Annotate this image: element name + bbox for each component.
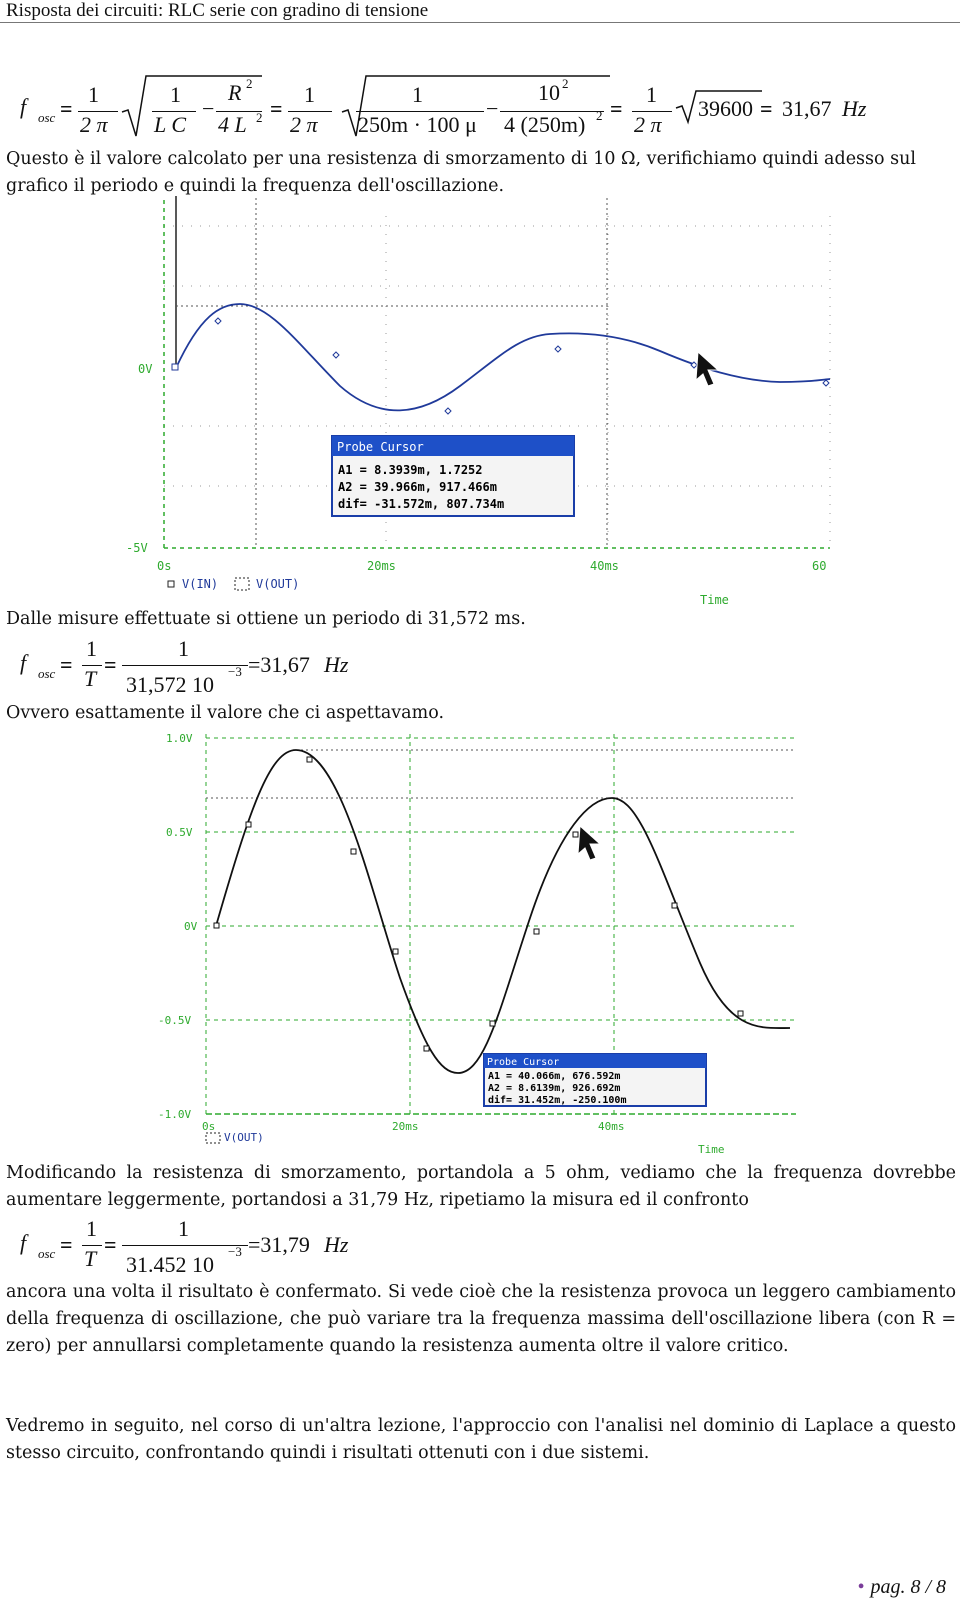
svg-text:dif= 31.452m, -250.100m: dif= 31.452m, -250.100m bbox=[488, 1095, 627, 1106]
svg-text:Probe Cursor: Probe Cursor bbox=[337, 440, 424, 454]
svg-text:V(OUT): V(OUT) bbox=[224, 1131, 264, 1144]
svg-text:Probe Cursor: Probe Cursor bbox=[487, 1057, 560, 1068]
svg-text:Time: Time bbox=[700, 593, 729, 607]
svg-text:V(IN): V(IN) bbox=[182, 577, 219, 591]
paragraph-laplace: Vedremo in seguito, nel corso di un'altra lezione, l'approccio con l'analisi nel dominio di Laplace a questo stesso circuito, confrontando quindi i risultati ottenuti con i due sistemi. bbox=[6, 1416, 956, 1463]
svg-text:60: 60 bbox=[812, 559, 827, 573]
svg-text:0V: 0V bbox=[184, 920, 198, 933]
svg-text:0s: 0s bbox=[202, 1120, 216, 1133]
bullet-icon: • bbox=[857, 1576, 865, 1598]
svg-text:1.0V: 1.0V bbox=[166, 732, 193, 745]
paragraph-modification: Modificando la resistenza di smorzamento, portandola a 5 ohm, vediamo che la frequenza dovrebbe aumentare leggermente, portandosi a 31,79 Hz, ripetiamo la misura ed il confronto bbox=[6, 1163, 956, 1210]
paragraph-conclusion: ancora una volta il risultato è confermato. Si vede cioè che la resistenza provoca un leggero cambiamento della frequenza di oscillazione, che può variare tra la frequenza massima dell'oscillazione libera (con R = zero) per annullarsi completamente quando la resistenza aumenta oltre il valore critico. bbox=[6, 1282, 956, 1356]
svg-text:Time: Time bbox=[698, 1143, 725, 1156]
svg-text:0.5V: 0.5V bbox=[166, 826, 193, 839]
svg-text:A2 = 8.6139m, 926.692m: A2 = 8.6139m, 926.692m bbox=[488, 1083, 621, 1094]
svg-text:-5V: -5V bbox=[126, 541, 148, 555]
paragraph-intro: Questo è il valore calcolato per una resistenza di smorzamento di 10 Ω, verifichiamo quindi adesso sul grafico il periodo e quindi la frequenza dell'oscillazione. bbox=[6, 149, 916, 196]
svg-text:40ms: 40ms bbox=[598, 1120, 625, 1133]
svg-text:A1 = 40.066m, 676.592m: A1 = 40.066m, 676.592m bbox=[488, 1071, 621, 1082]
svg-text:-1.0V: -1.0V bbox=[158, 1108, 192, 1121]
svg-text:dif= -31.572m, 807.734m: dif= -31.572m, 807.734m bbox=[338, 497, 505, 511]
svg-text:-0.5V: -0.5V bbox=[158, 1014, 192, 1027]
paragraph-period: Dalle misure effettuate si ottiene un periodo di 31,572 ms. bbox=[6, 609, 526, 629]
page-header-title: Risposta dei circuiti: RLC serie con gradino di tensione bbox=[6, 0, 429, 21]
oscilloscope-chart-2 bbox=[140, 728, 800, 1160]
page-number: pag. 8 / 8 bbox=[870, 1576, 946, 1598]
svg-text:A2 = 39.966m, 917.466m: A2 = 39.966m, 917.466m bbox=[338, 480, 497, 494]
probe-cursor-window-1 bbox=[332, 436, 574, 516]
svg-text:0V: 0V bbox=[138, 362, 153, 376]
svg-text:A1 = 8.3939m, 1.7252: A1 = 8.3939m, 1.7252 bbox=[338, 463, 483, 477]
oscilloscope-chart-1 bbox=[120, 196, 840, 616]
header-rule bbox=[0, 22, 960, 23]
svg-text:40ms: 40ms bbox=[590, 559, 619, 573]
paragraph-expected: Ovvero esattamente il valore che ci aspettavamo. bbox=[6, 703, 445, 723]
page-footer bbox=[857, 1576, 946, 1599]
svg-text:20ms: 20ms bbox=[392, 1120, 419, 1133]
svg-text:V(OUT): V(OUT) bbox=[256, 577, 300, 591]
probe-cursor-window-2 bbox=[484, 1054, 706, 1106]
svg-text:20ms: 20ms bbox=[367, 559, 396, 573]
svg-text:0s: 0s bbox=[157, 559, 172, 573]
